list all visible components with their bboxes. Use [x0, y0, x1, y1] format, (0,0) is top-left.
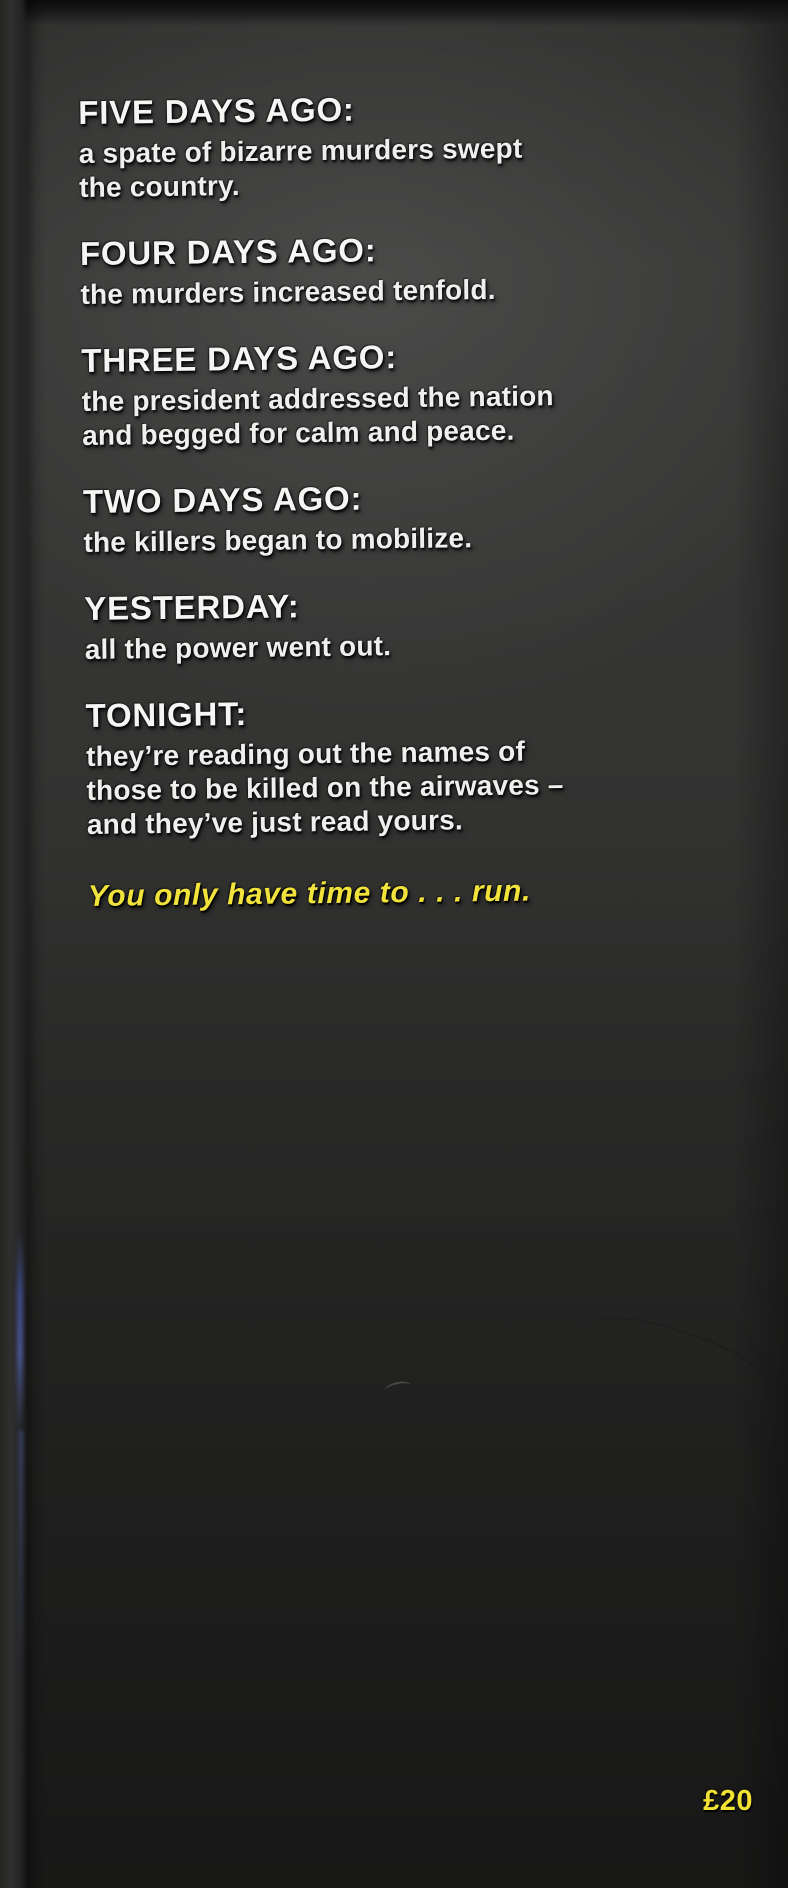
back-cover-blurb [78, 86, 708, 914]
spine-reflection-faint [19, 1430, 23, 1750]
scratch-mark [384, 1379, 412, 1396]
timeline-body: a spate of bizarre murders swept the country. [78, 132, 523, 203]
timeline-heading: THREE DAYS AGO: [81, 338, 398, 379]
timeline-section-tonight [85, 689, 707, 842]
timeline-heading: YESTERDAY: [84, 587, 300, 627]
timeline-body: they’re reading out the names of those to be killed on the airwaves – and they’ve just read yours. [85, 735, 564, 840]
timeline-body: all the power went out. [84, 630, 392, 665]
spine-shadow [0, 0, 46, 1888]
timeline-heading: TWO DAYS AGO: [82, 479, 363, 520]
timeline-body: the killers began to mobilize. [83, 522, 473, 558]
timeline-body: the murders increased tenfold. [80, 273, 496, 310]
timeline-section-two-days [83, 475, 704, 560]
spine-reflection-highlight [17, 1232, 23, 1432]
timeline-body: the president addressed the nation and begged for calm and peace. [81, 380, 554, 451]
timeline-section-four-days [80, 227, 701, 312]
timeline-heading: TONIGHT: [85, 694, 248, 734]
timeline-section-five-days [78, 86, 699, 205]
timeline-section-yesterday [84, 582, 705, 667]
timeline-heading: FOUR DAYS AGO: [79, 231, 377, 272]
scratch-mark [551, 1298, 788, 1453]
price-label: £20 [703, 1785, 753, 1817]
timeline-section-three-days [81, 334, 702, 453]
timeline-heading: FIVE DAYS AGO: [78, 90, 355, 131]
tagline: You only have time to . . . run. [87, 874, 532, 913]
